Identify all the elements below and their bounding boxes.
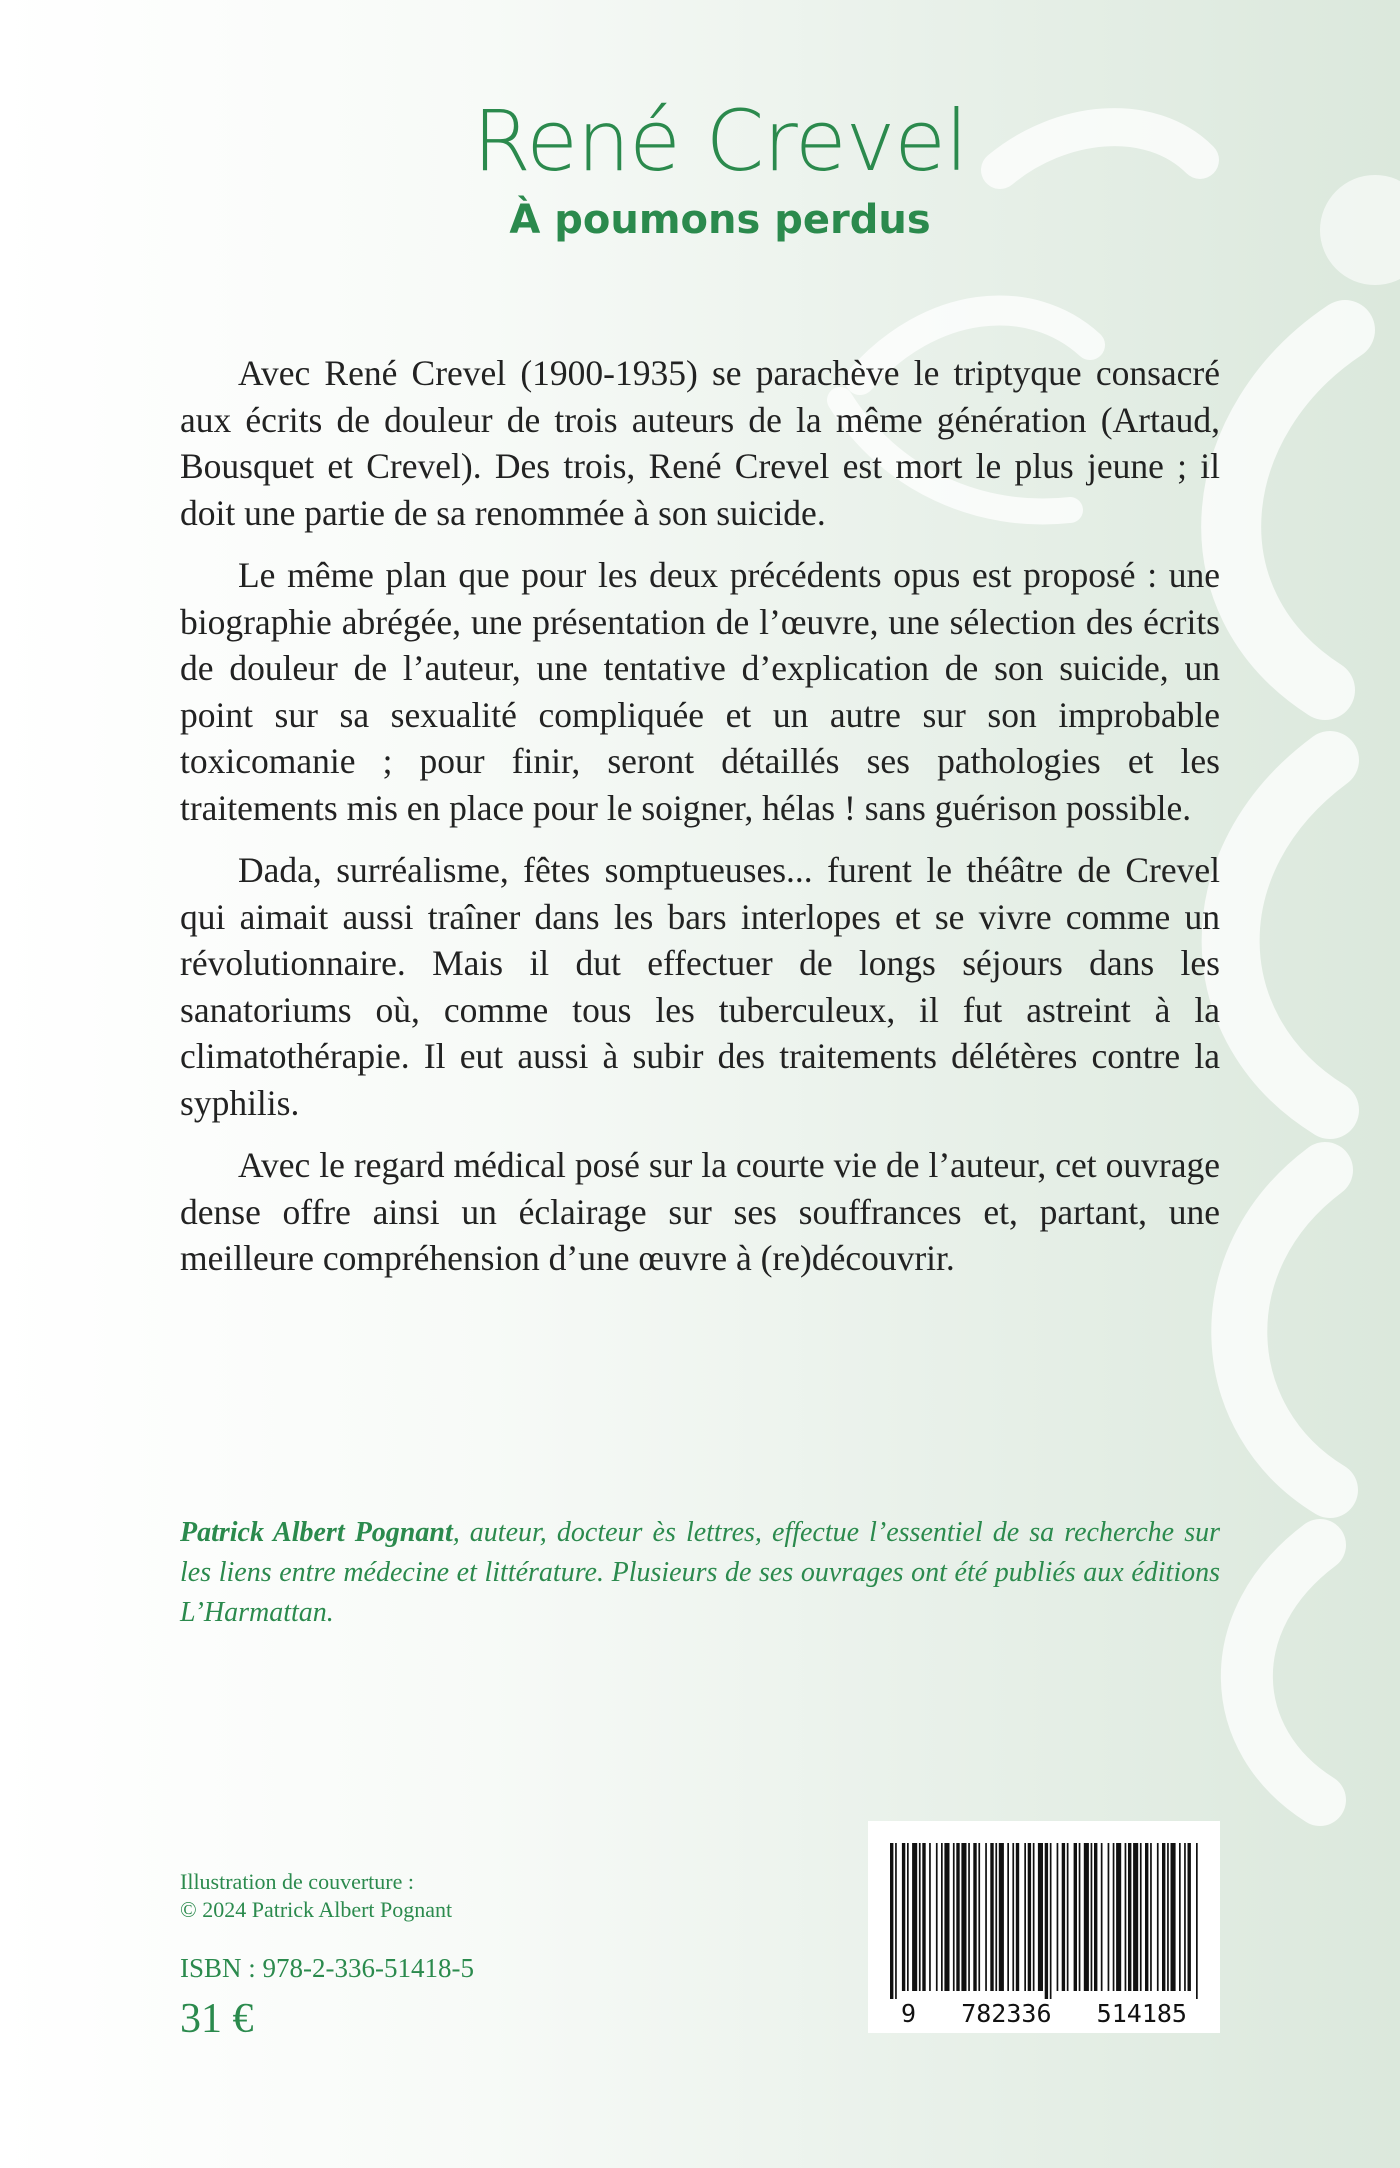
- barcode-digits-layer: [868, 1821, 1220, 2033]
- summary-paragraph-2: Le même plan que pour les deux précédents opus est proposé : une biographie abrégée, une présentation de l’œuvre, une sélection des écrits de douleur de l’auteur, une tentative d’explication de son suicide, un point sur sa sexualité compliquée et un autre sur son improbable toxicomanie ; pour finir, seront détaillés ses pathologies et les traitements mis en place pour le soigner, hélas ! sans guérison possible.: [180, 555, 1220, 828]
- summary-paragraph-1: Avec René Crevel (1900-1935) se parachève le triptyque consacré aux écrits de douleur de trois auteurs de la même génération (Artaud, Bousquet et Crevel). Des trois, René Crevel est mort le plus jeune ; il doit une partie de sa renommée à son suicide.: [180, 353, 1220, 533]
- barcode: [868, 1821, 1220, 2033]
- illustration-credit-label: Illustration de couverture :: [180, 1869, 414, 1894]
- summary-text: [180, 350, 1220, 1298]
- author-name: Patrick Albert Pognant: [180, 1517, 453, 1548]
- book-title: René Crevel: [472, 92, 968, 190]
- price: 31 €: [180, 1996, 254, 2042]
- author-bio-text: , auteur, docteur ès lettres, effectue l’essentiel de sa recherche sur les liens entre médecine et littérature. Plusieurs de ses ouvrages ont été publiés aux éditions L’Harmattan.: [180, 1517, 1220, 1628]
- summary-paragraph-4: Avec le regard médical posé sur la courte vie de l’auteur, cet ouvrage dense offre ainsi un éclairage sur ses souffrances et, partant, une meilleure compréhension d’une œuvre à (re)découvrir.: [180, 1145, 1220, 1278]
- barcode-digits: 9 782336 514185: [901, 1999, 1187, 2028]
- illustration-credit-copyright: © 2024 Patrick Albert Pognant: [180, 1897, 453, 1922]
- book-subtitle: À poumons perdus: [509, 197, 931, 243]
- illustration-credit: [180, 1868, 452, 1924]
- isbn: ISBN : 978-2-336-51418-5: [180, 1953, 474, 1983]
- summary-paragraph-3: Dada, surréalisme, fêtes somptueuses... furent le théâtre de Crevel qui aimait aussi traîner dans les bars interlopes et se vivre comme un révolutionnaire. Mais il dut effectuer de longs séjours dans les sanatoriums où, comme tous les tuberculeux, il fut astreint à la climatothérapie. Il eut aussi à subir des traitements délétères contre la syphilis.: [180, 850, 1220, 1123]
- author-bio: [180, 1513, 1220, 1633]
